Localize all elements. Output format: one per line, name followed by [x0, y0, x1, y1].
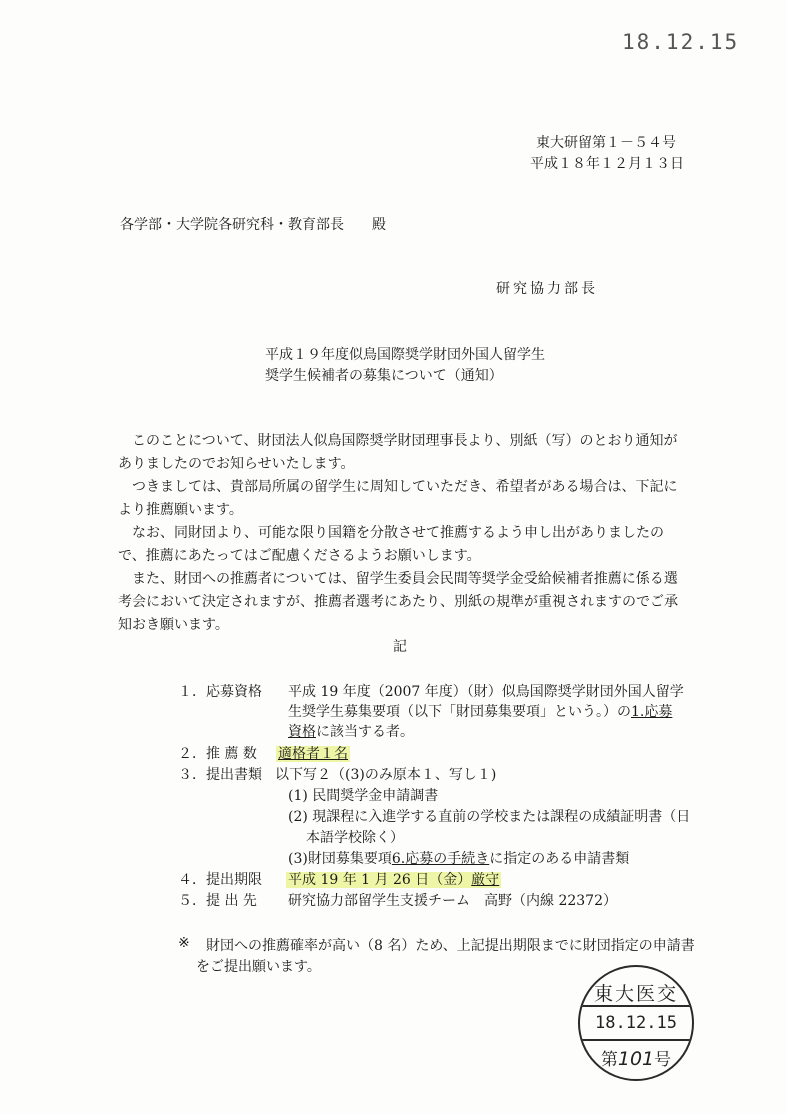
- body-paragraph-4: また、財団への推薦者については、留学生委員会民間等奨学金受給候補者推薦に係る選考会において決定されますが、推薦者選考にあたり、別紙の規準が重視されますのでご承知おき願います。: [118, 571, 678, 633]
- recipient: 各学部・大学院各研究科・教育部長 殿: [120, 217, 386, 233]
- item-3-sub-1: (1) 民間奨学金申請調書: [288, 788, 439, 804]
- item-3-sub-3: [288, 848, 629, 868]
- item-4-deadline-date: 平成 19 年 1 月 26 日（金）: [288, 872, 472, 888]
- item-4-strict: 厳守: [471, 872, 500, 888]
- item-3-number: ３．: [178, 767, 206, 783]
- note-line-2: をご提出願います。: [196, 959, 321, 975]
- item-3-sub-3-link: 6.応募の手続き: [391, 851, 490, 867]
- item-2-value-text: 適格者１名: [278, 746, 348, 762]
- item-1-number: １．: [178, 684, 206, 700]
- body-paragraph-2: つきましては、貴部局所属の留学生に周知していただき、希望者がある場合は、下記により推薦願います。: [118, 479, 678, 518]
- item-4-label: 提出期限: [206, 872, 262, 888]
- seal-top-text: 東大医交: [593, 983, 678, 1005]
- ki-heading: 記: [393, 639, 407, 655]
- item-1-link-2: 資格: [288, 724, 316, 740]
- item-4-value: [286, 869, 501, 889]
- note-line-1: 財団への推薦確率が高い（8 名）ため、上記提出期限までに財団指定の申請書: [206, 938, 695, 954]
- item-1-link-1: 1.応募: [631, 704, 673, 720]
- seal-number: [580, 1045, 692, 1070]
- item-1-line-1: 平成 19 年度（2007 年度）（財）似鳥国際奨学財団外国人留学: [288, 684, 684, 700]
- title-line-1: 平成１９年度似鳥国際奨学財団外国人留学生: [265, 347, 545, 363]
- item-4-number: ４．: [178, 872, 206, 888]
- item-2-number: ２．: [178, 746, 206, 762]
- item-5-value: 研究協力部留学生支援チーム 高野（内線 22372）: [288, 893, 617, 909]
- item-3-sub-2-cont: 本語学校除く）: [306, 830, 404, 846]
- received-date-stamp: 18.12.15: [622, 30, 740, 54]
- seal-date: 18.12.15: [595, 1013, 677, 1033]
- item-1-label: 応募資格: [206, 684, 262, 700]
- item-1-line-3-text: に該当する者。: [316, 724, 414, 740]
- item-1-line-2-text: 生奨学生募集要項（以下「財団募集要項」という。）の: [288, 704, 631, 720]
- body-paragraph-1: このことについて、財団法人似鳥国際奨学財団理事長より、別紙（写）のとおり通知がありましたのでお知らせいたします。: [118, 433, 678, 472]
- sender: 研究協力部長: [496, 281, 598, 297]
- document-date: 平成１８年１２月１３日: [530, 156, 684, 172]
- note-mark: ※: [178, 935, 190, 951]
- title-line-2: 奨学生候補者の募集について（通知）: [265, 368, 503, 384]
- item-1-line-2: [288, 701, 672, 721]
- item-2-value: [276, 743, 350, 763]
- item-4-deadline: [286, 872, 501, 888]
- seal-number-prefix: 第: [600, 1050, 618, 1070]
- item-3-sub-2: (2) 現課程に入進学する直前の学校または課程の成績証明書（日: [288, 809, 691, 825]
- item-3-label: 提出書類: [206, 767, 262, 783]
- item-3-sub-3-a: (3)財団募集要項: [288, 851, 392, 867]
- seal-number-value: 101: [617, 1048, 655, 1070]
- item-3-intro: 以下写２（(3)のみ原本１、写し１): [275, 767, 497, 783]
- seal-number-suffix: 号: [654, 1050, 672, 1070]
- item-2-label: 推 薦 数: [206, 746, 257, 762]
- item-1-line-3: [288, 721, 414, 741]
- body-paragraph-3: なお、同財団より、可能な限り国籍を分散させて推薦するよう申し出がありましたので、推薦にあたってはご配慮くださるようお願いします。: [118, 525, 664, 564]
- item-5-label: 提 出 先: [206, 893, 257, 909]
- item-3-sub-3-c: に指定のある申請書類: [489, 851, 630, 867]
- item-5-number: ５．: [178, 893, 206, 909]
- reception-seal: [578, 965, 694, 1081]
- reference-number: 東大研留第１－５４号: [536, 135, 676, 151]
